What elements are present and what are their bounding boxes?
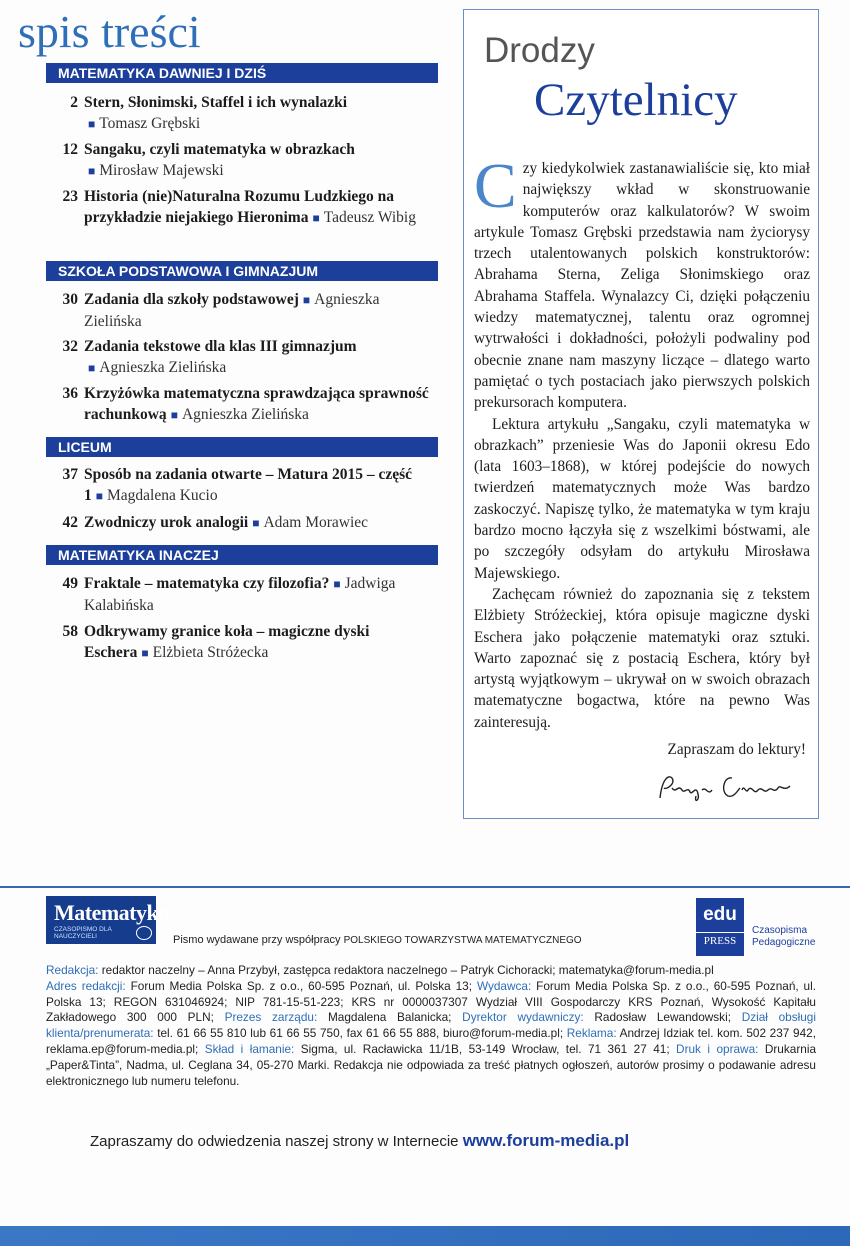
edupress-tagline: [752, 925, 815, 949]
toc-entry[interactable]: [48, 512, 440, 534]
page-number: 12: [62, 141, 78, 158]
article-title: Zwodniczy urok analogii: [84, 514, 249, 531]
article-author: Jadwiga Kalabińska: [84, 575, 396, 614]
toc-entry[interactable]: [48, 383, 440, 426]
article-title: Odkrywamy granice koła – magiczne dyski Eschera: [84, 623, 370, 661]
section-header: MATEMATYKA DAWNIEJ I DZIŚ: [46, 63, 438, 83]
bullet-icon: ■: [95, 489, 103, 503]
imprint-label: Redakcja:: [46, 963, 99, 977]
page-number: 36: [62, 385, 78, 402]
article-author: Agnieszka Zielińska: [84, 291, 380, 330]
article-title: Zadania dla szkoły podstawowej: [84, 291, 299, 308]
page-number: 49: [62, 575, 78, 592]
bullet-icon: ■: [333, 577, 341, 591]
toc-entry[interactable]: [48, 289, 440, 332]
section-header: LICEUM: [46, 437, 438, 457]
imprint-text: tel. 61 66 55 810 lub 61 66 55 750, fax 61 66 55 888, biuro@forum-media.pl;: [157, 1026, 564, 1041]
editorial-closing: Zapraszam do lektury!: [667, 741, 806, 758]
toc-entry[interactable]: [48, 139, 440, 182]
editorial-body: [474, 150, 810, 733]
article-title: Sangaku, czyli matematyka w obrazkach: [84, 141, 355, 158]
imprint-text: redaktor naczelny – Anna Przybył, zastępca redaktora naczelnego – Patryk Cichoracki; matematyka@forum-media.pl: [101, 963, 714, 977]
cooperation-note: [173, 934, 582, 946]
cooperation-prefix: Pismo wydawane przy współpracy: [173, 934, 341, 946]
toc-entry[interactable]: [48, 464, 440, 507]
footer-divider: [0, 886, 850, 888]
imprint-label: Wydawca:: [476, 978, 532, 993]
article-author: Agnieszka Zielińska: [99, 359, 227, 376]
article-author: Tomasz Grębski: [99, 115, 201, 132]
page-number: 58: [62, 623, 78, 640]
imprint-text: Magdalena Balanicka;: [327, 1010, 452, 1025]
page-number: 2: [70, 94, 78, 111]
article-title: Stern, Słonimski, Staffel i ich wynalazki: [84, 94, 348, 111]
bullet-icon: ■: [88, 361, 96, 375]
magazine-logo: [46, 896, 169, 944]
bullet-icon: ■: [252, 516, 260, 530]
imprint-text: Andrzej Idziak tel. kom. 502 237 942, reklama.ep@forum-media.pl;: [46, 1026, 816, 1056]
bottom-color-band: [0, 1226, 850, 1246]
bullet-icon: ■: [88, 117, 96, 131]
imprint-label: Druk i oprawa:: [676, 1041, 759, 1056]
toc-entry[interactable]: [48, 336, 440, 379]
imprint-label: Dyrektor wydawniczy:: [462, 1010, 584, 1025]
dropcap-letter: C: [474, 150, 517, 221]
page-number: 30: [62, 291, 78, 308]
article-title: Historia (nie)Naturalna Rozumu Ludzkiego na przykładzie niejakiego Hieronima: [84, 188, 395, 226]
page-number: 32: [62, 338, 78, 355]
section-header: SZKOŁA PODSTAWOWA I GIMNAZJUM: [46, 261, 438, 281]
imprint-text: Sigma, ul. Racławicka 11/1B, 53-149 Wrocław, tel. 71 361 27 41;: [300, 1041, 670, 1056]
page-number: 37: [62, 466, 78, 483]
website-link[interactable]: www.forum-media.pl: [462, 1131, 630, 1150]
article-author: Tadeusz Wibig: [323, 209, 416, 226]
editorial-paragraph: zy kiedykolwiek zastanawialiście się, kto miał największy wkład w skonstruowanie komputerów oraz kalkulatorów? W swoim artykule Tomasz Grębski przedstawia nam życiorysy trzech utalentowanych polskich konstruktorów: Abrahama Sterna, Zeliga Słonimskiego oraz Abrahama Staffela. Wynalazcy Ci, dzięki połączeniu wiedzy matematycznej, talentu oraz ogromnej wytrwałości i dokładności, położyli podwaliny pod obecnie znane nam maszyny liczące – dlatego warto pamiętać o tych postaciach jako pierwszych polskich prekursorach komputera.: [474, 160, 810, 412]
bullet-icon: ■: [302, 293, 311, 307]
edupress-logo: [696, 898, 744, 956]
toc-title: spis treści: [18, 6, 201, 57]
imprint: [46, 963, 816, 1089]
edupress-logo-word: edu: [703, 904, 737, 925]
page-number: 23: [62, 188, 78, 205]
imprint-text: Drukarnia „Paper&Tinta”, Nadma, ul. Ceglana 34, 05-270 Marki. Redakcja nie odpowiada za treść płatnych ogłoszeń, autorów prosimy o podawanie adresu elektronicznego lub numeru telefonu.: [46, 1041, 816, 1088]
article-author: Magdalena Kucio: [107, 487, 218, 504]
article-author: Elżbieta Stróżecka: [152, 644, 269, 661]
editorial-title-line1: Drodzy: [484, 31, 595, 70]
section-header: MATEMATYKA INACZEJ: [46, 545, 438, 565]
ptm-badge-icon: [136, 926, 152, 940]
editorial-paragraph: Zachęcam również do zapoznania się z tekstem Elżbiety Stróżeckiej, która opisuje magiczne dyski Eschera jako połączenie matematyki oraz sztuki. Warto zapoznać się z postacią Eschera, który był artystą wyjątkowym – ukrywał on w swoich obrazach matematyczne bogactwa, które na pewno Was zainteresują.: [474, 585, 810, 731]
website-invitation: [90, 1131, 629, 1151]
edupress-logo-press: PRESS: [696, 932, 744, 947]
article-author: Adam Morawiec: [263, 514, 369, 531]
article-title: Krzyżówka matematyczna sprawdzająca sprawność rachunkową: [84, 385, 429, 423]
toc-entry[interactable]: [48, 573, 440, 616]
article-title: Sposób na zadania otwarte – Matura 2015 – część 1: [84, 466, 413, 504]
imprint-label: Skład i łamanie:: [204, 1041, 295, 1056]
editorial-title-line2: Czytelnicy: [534, 74, 738, 126]
imprint-label: Dział obsługi klienta/prenumerata:: [46, 1010, 816, 1041]
toc-entry[interactable]: [48, 92, 440, 135]
article-title: Fraktale – matematyka czy filozofia?: [84, 575, 330, 592]
imprint-label: Reklama:: [566, 1026, 617, 1041]
article-title: Zadania tekstowe dla klas III gimnazjum: [84, 338, 357, 355]
imprint-text: Forum Media Polska Sp. z o.o., 60-595 Poznań, ul. Polska 13; REGON 631046924; NIP 781-15-51-223; KRS nr 0000037307 Wydział VIII Gospodarczy KRS Poznań, Wysokość Kapitału Zakładowego 300 000 PLN;: [46, 978, 817, 1025]
edupress-tagline-line1: Czasopisma: [752, 925, 808, 936]
bullet-icon: ■: [312, 211, 320, 225]
toc-entry[interactable]: [48, 186, 440, 229]
magazine-logo-word: Matematyka: [54, 900, 169, 925]
toc-entry[interactable]: [48, 621, 440, 664]
imprint-label: Adres redakcji:: [46, 978, 126, 993]
bullet-icon: ■: [88, 164, 96, 178]
bullet-icon: ■: [141, 646, 149, 660]
imprint-text: Forum Media Polska Sp. z o.o., 60-595 Poznań, ul. Polska 13;: [130, 978, 473, 993]
imprint-label: Prezes zarządu:: [224, 1010, 318, 1025]
editorial-paragraph: Lektura artykułu „Sangaku, czyli matematyka w obrazkach” przeniesie Was do Japonii okresu Edo (lata 1603–1868), w której podejście do nowych twierdzeń matematycznych może Was bardzo zaskoczyć. Napiszę tylko, że matematyka w tym kraju bardzo mocno łączyła się z wszelkimi bóstwami, ale po szczegóły odsyłam do artykułu Mirosława Majewskiego.: [474, 415, 810, 582]
website-invitation-text: Zapraszamy do odwiedzenia naszej strony w Internecie: [90, 1133, 459, 1150]
cooperation-org: POLSKIEGO TOWARZYSTWA MATEMATYCZNEGO: [343, 935, 582, 946]
article-author: Agnieszka Zielińska: [181, 406, 309, 423]
editorial-box: [463, 9, 819, 819]
imprint-text: Radosław Lewandowski;: [594, 1010, 731, 1025]
signature: [654, 768, 804, 808]
bullet-icon: ■: [170, 408, 178, 422]
article-author: Mirosław Majewski: [99, 162, 224, 179]
edupress-tagline-line2: Pedagogiczne: [752, 937, 816, 948]
page-number: 42: [62, 514, 78, 531]
magazine-logo-subtitle: CZASOPISMO DLA NAUCZYCIELI: [54, 926, 112, 940]
